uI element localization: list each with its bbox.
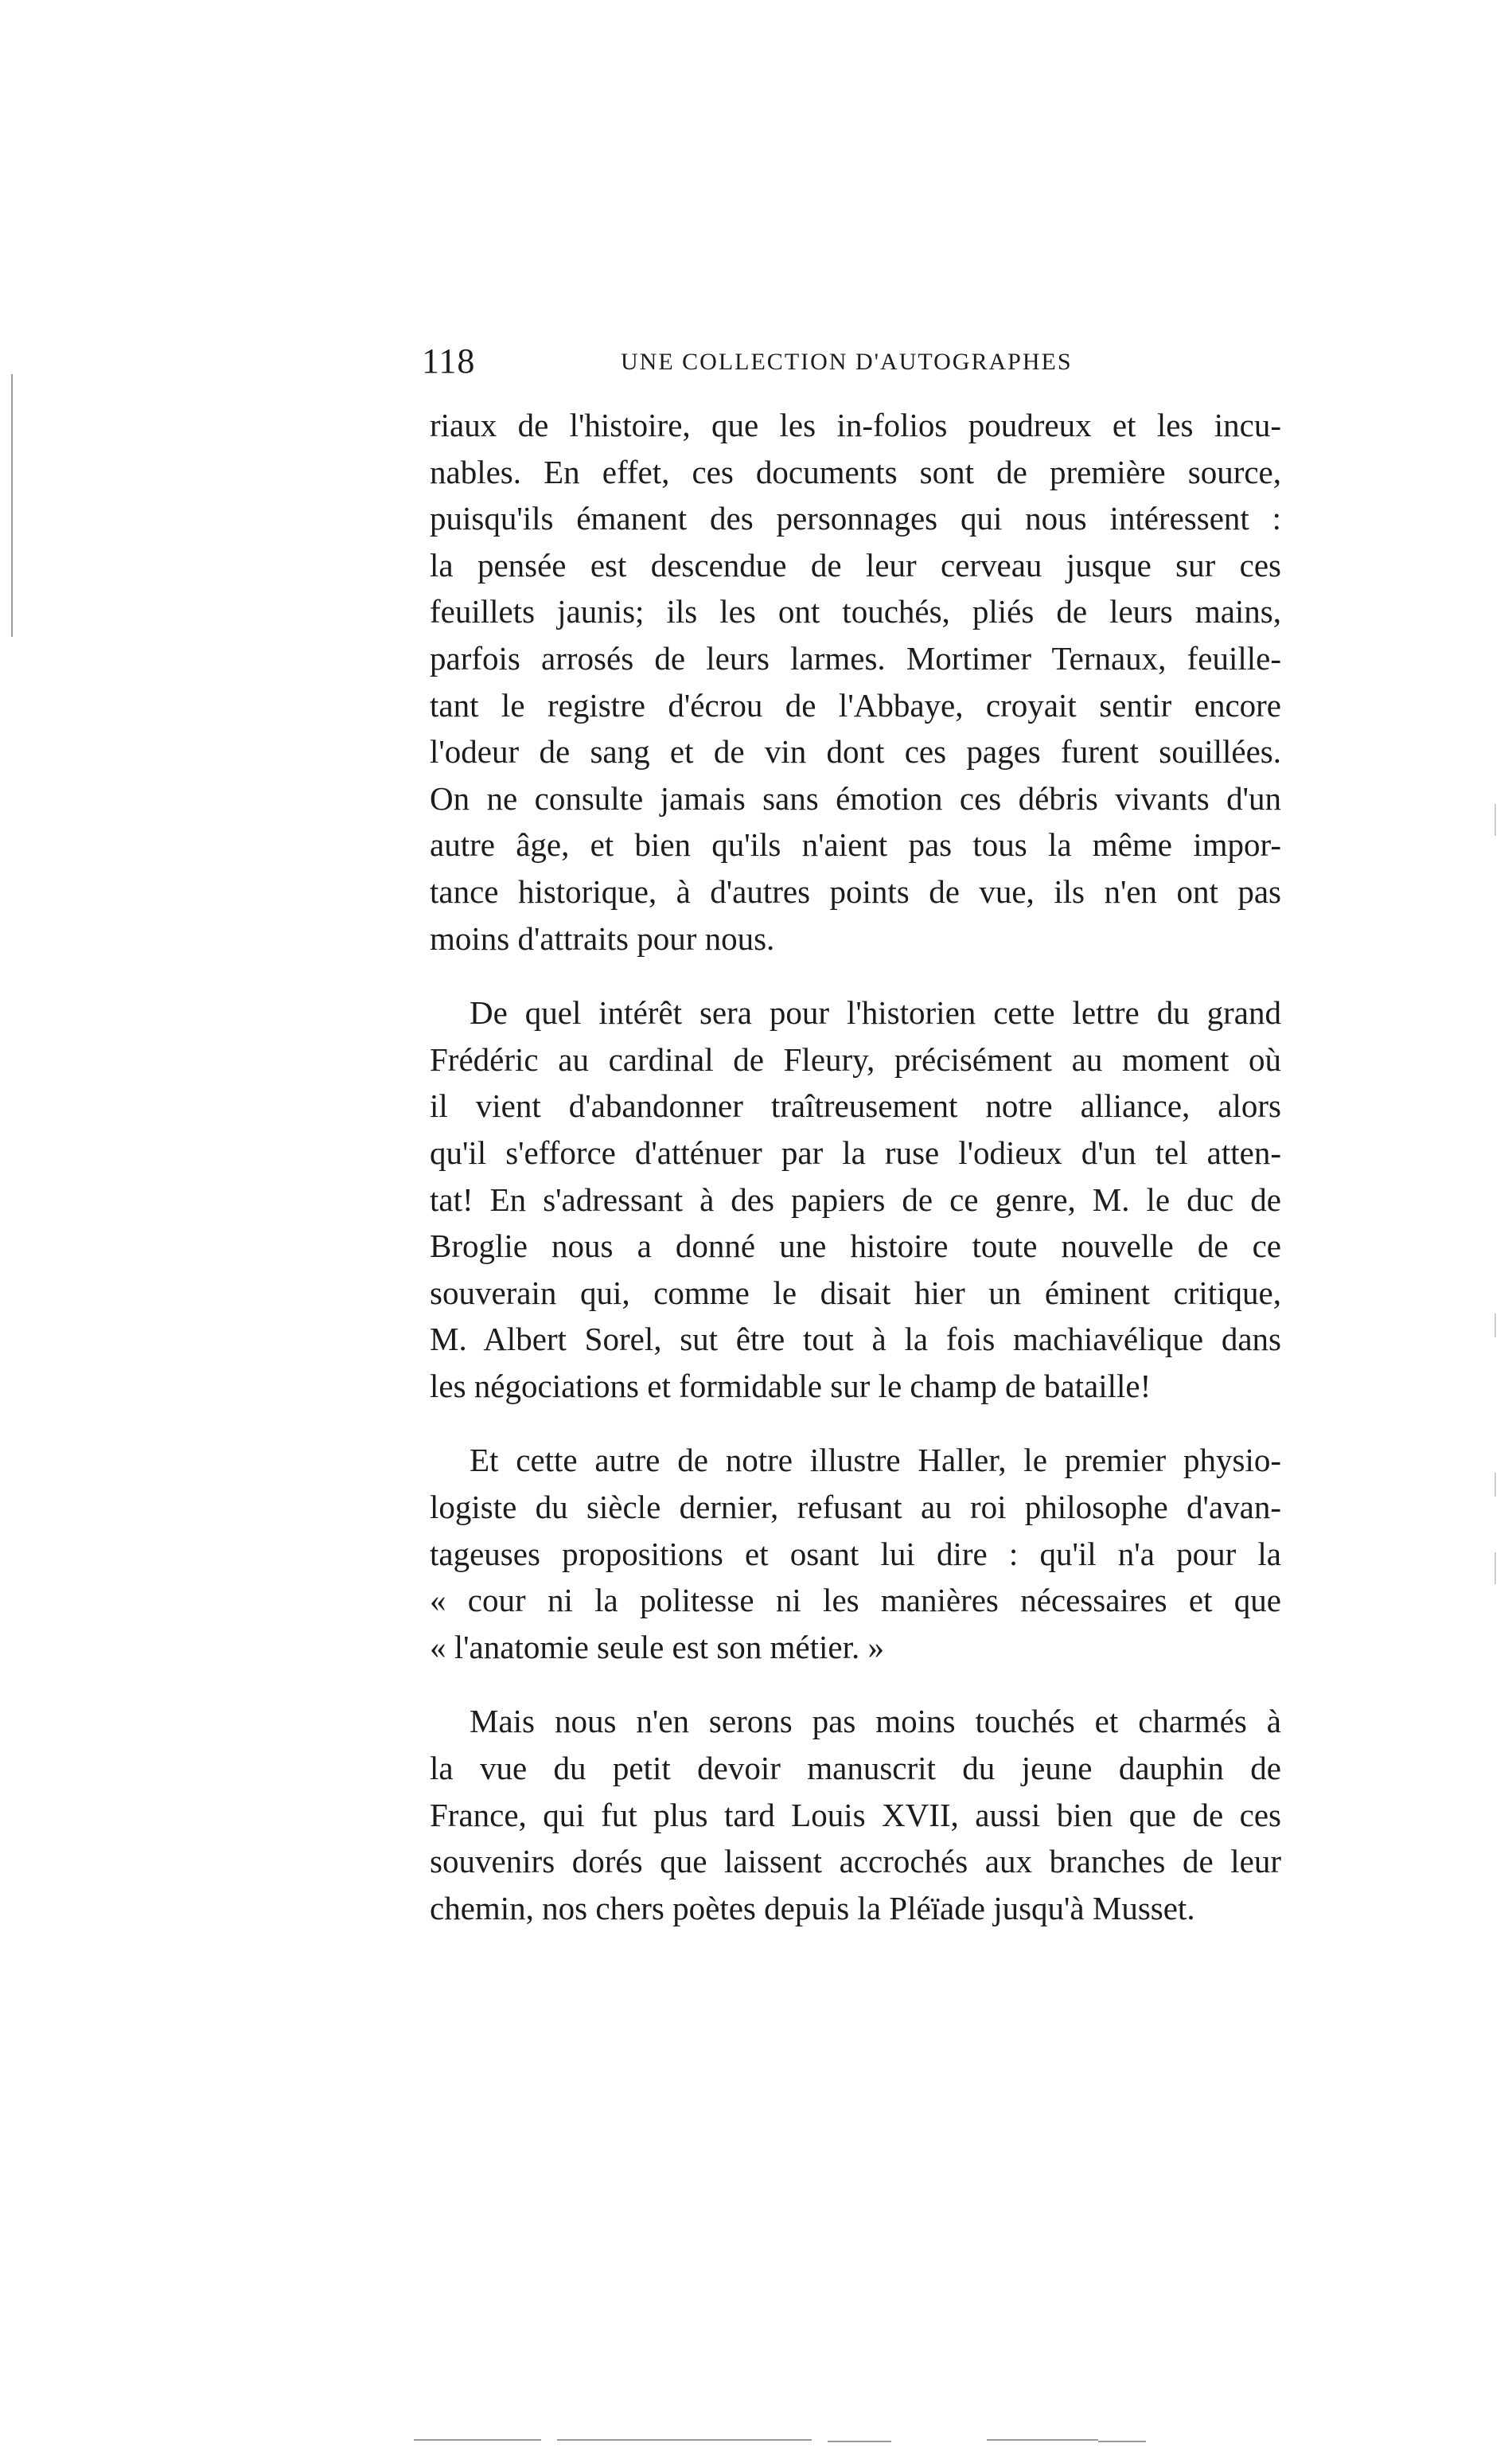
body-text	[430, 402, 1281, 1931]
text-line: De quel intérêt sera pour l'historien cette lettre du grand	[470, 994, 1281, 1032]
scan-bottom-mark	[828, 2441, 891, 2442]
text-line: nables. En effet, ces documents sont de première source,	[430, 453, 1281, 490]
text-line: la vue du petit devoir manuscrit du jeune dauphin de	[430, 1750, 1281, 1787]
scan-bottom-mark	[414, 2439, 541, 2441]
page-header	[422, 341, 1289, 388]
text-line: tat! En s'adressant à des papiers de ce genre, M. le duc de	[430, 1181, 1281, 1218]
text-line: chemin, nos chers poètes depuis la Pléïade jusqu'à Musset.	[430, 1889, 1195, 1926]
scan-bottom-mark	[987, 2439, 1098, 2441]
text-line: la pensée est descendue de leur cerveau jusque sur ces	[430, 546, 1281, 584]
text-line: autre âge, et bien qu'ils n'aient pas tous la même impor-	[430, 826, 1281, 864]
text-line: tance historique, à d'autres points de vue, ils n'en ont pas	[430, 872, 1281, 910]
text-line: France, qui fut plus tard Louis XVII, aussi bien que de ces	[430, 1796, 1281, 1833]
page-number: 118	[422, 342, 476, 381]
paragraph	[430, 1437, 1281, 1670]
text-line: feuillets jaunis; ils les ont touchés, pliés de leurs mains,	[430, 593, 1281, 630]
text-line: Et cette autre de notre illustre Haller, le premier physio-	[470, 1442, 1281, 1479]
text-line: il vient d'abandonner traîtreusement notre alliance, alors	[430, 1087, 1281, 1125]
text-line: l'odeur de sang et de vin dont ces pages furent souillées.	[430, 733, 1281, 771]
text-line: tant le registre d'écrou de l'Abbaye, croyait sentir encore	[430, 686, 1281, 724]
scan-edge-mark	[1494, 1313, 1496, 1337]
text-line: souvenirs dorés que laissent accrochés aux branches de leur	[430, 1843, 1281, 1880]
text-line: M. Albert Sorel, sut être tout à la fois machiavélique dans	[430, 1321, 1281, 1358]
text-line: Broglie nous a donné une histoire toute nouvelle de ce	[430, 1228, 1281, 1265]
text-line: Mais nous n'en serons pas moins touchés et charmés à	[470, 1703, 1281, 1740]
scan-edge-mark	[1494, 804, 1496, 836]
text-line: qu'il s'efforce d'atténuer par la ruse l'odieux d'un tel atten-	[430, 1134, 1281, 1171]
text-line: Frédéric au cardinal de Fleury, précisément au moment où	[430, 1040, 1281, 1078]
scan-edge-mark	[1494, 1473, 1496, 1497]
text-line: les négociations et formidable sur le champ de bataille!	[430, 1367, 1152, 1404]
text-line: « cour ni la politesse ni les manières nécessaires et que	[430, 1582, 1281, 1619]
scan-bottom-mark	[557, 2439, 812, 2441]
text-line: parfois arrosés de leurs larmes. Mortimer Ternaux, feuille-	[430, 639, 1281, 677]
text-line: moins d'attraits pour nous.	[430, 919, 775, 957]
text-line: souverain qui, comme le disait hier un éminent critique,	[430, 1274, 1281, 1311]
text-line: On ne consulte jamais sans émotion ces débris vivants d'un	[430, 779, 1281, 817]
text-line: « l'anatomie seule est son métier. »	[430, 1628, 884, 1665]
paragraph	[430, 1698, 1281, 1931]
running-title: UNE COLLECTION D'AUTOGRAPHES	[621, 349, 1073, 375]
text-line: puisqu'ils émanent des personnages qui nous intéressent :	[430, 500, 1281, 537]
text-line: logiste du siècle dernier, refusant au roi philosophe d'avan-	[430, 1489, 1281, 1526]
scan-bottom-mark	[1098, 2441, 1146, 2442]
paragraph	[430, 989, 1281, 1409]
text-line: tageuses propositions et osant lui dire : qu'il n'a pour la	[430, 1535, 1281, 1572]
paragraph	[430, 402, 1281, 962]
scan-edge-mark	[1494, 1552, 1496, 1584]
text-line: riaux de l'histoire, que les in-folios poudreux et les incu-	[430, 407, 1281, 443]
scan-edge-mark	[11, 470, 13, 629]
